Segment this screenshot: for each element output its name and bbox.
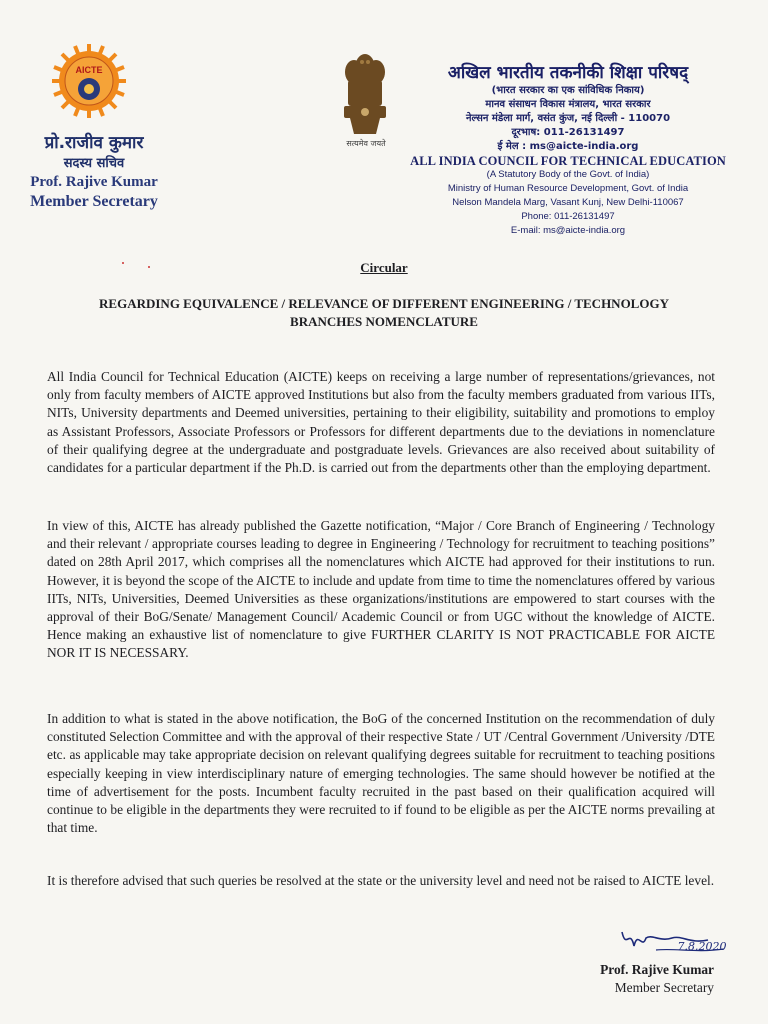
document-heading: Circular bbox=[360, 260, 408, 275]
paragraph-2: In view of this, AICTE has already published the Gazette notification, “Major / Core Branch of Engineering / Technology and their relevant / appropriate courses leading to degree in Engineering / Technology for recruitment to teaching positions” dated on 28th April 2017, which comprises all the nomenclatures which AICTE had approved for their institutions to run. However, it is beyond the scope of the AICTE to include and update from time to time the nomenclatures offered by various IITs, NITs, Universities, Deemed Universities as these organizations/institutions are empowered to start courses with the approval of their BoG/Senate/ Management Council/ Academic Council or from UGC without the knowledge of AICTE. Hence making an exhaustive list of nomenclature to give FURTHER CLARITY IS NOT PRACTICABLE FOR AICTE NOR IT IS NECESSARY. bbox=[47, 518, 715, 661]
aicte-logo-icon bbox=[50, 42, 128, 120]
org-ministry: Ministry of Human Resource Development, Govt. of India bbox=[447, 183, 689, 194]
paragraph-3: In addition to what is stated in the above notification, the BoG of the concerned Institution on the recommendation of duly constituted Selection Committee and with the approval of their respective State / UT /Central Government /University /DTE etc. as applicable may take appropriate decision on relevant qualifying degrees suitable for recruitment to teaching positions especially keeping in view interdisciplinary nature of emerging technologies. The same should however be notified at the time of advertisement for the posts. Incumbent faculty recruited in the past based on their qualification acquired will continue to be eligible in the departments they were recruited to if found to be eligible as per the AICTE norms prevailing at that time. bbox=[47, 711, 715, 836]
signatory-name-footer: Prof. Rajive Kumar bbox=[600, 962, 714, 977]
org-title: ALL INDIA COUNCIL FOR TECHNICAL EDUCATION bbox=[410, 154, 726, 168]
org-address-hindi: नेल्सन मंडेला मार्ग, वसंत कुंज, नई दिल्ली - 110070 bbox=[465, 113, 671, 124]
signatory-name-hindi: प्रो.राजीव कुमार bbox=[44, 133, 144, 153]
org-email: E-mail: ms@aicte-india.org bbox=[510, 225, 626, 236]
paragraph-1: All India Council for Technical Education (AICTE) keeps on receiving a large number of representations/grievances, not only from faculty members of AICTE approved Institutions but also from the faculty members graduated from various IITs, NITs, University departments and Deemed universities, pertaining to their eligibility, suitability and promotions to employ as Assistant Professors, Associate Professors or Professors for different departments due to the deviations in nomenclature of their qualifying degree at the undergraduate and postgraduate levels. Grievances are also received about suitability of candidates for a particular department if the Ph.D. is carried out from the departments other than the employing department. bbox=[47, 369, 715, 476]
signatory-role-footer: Member Secretary bbox=[614, 980, 714, 995]
org-phone-hindi: दूरभाष: 011-26131497 bbox=[511, 127, 625, 138]
paragraph-4: It is therefore advised that such queries be resolved at the state or the university level and need not be raised to AICTE level. bbox=[47, 873, 715, 888]
national-emblem-icon bbox=[340, 50, 390, 138]
letterhead-address bbox=[392, 62, 744, 238]
emblem-motto: सत्यमेव जयते bbox=[346, 139, 386, 148]
handwritten-signature bbox=[616, 920, 728, 960]
signatory-role-hindi: सदस्य सचिव bbox=[63, 156, 125, 171]
org-status: (A Statutory Body of the Govt. of India) bbox=[486, 169, 650, 180]
signatory-name: Prof. Rajive Kumar bbox=[30, 174, 158, 190]
org-title-hindi: अखिल भारतीय तकनीकी शिक्षा परिषद् bbox=[447, 63, 689, 83]
org-address: Nelson Mandela Marg, Vasant Kunj, New Delhi-110067 bbox=[452, 197, 684, 208]
svg-text:AICTE: AICTE bbox=[75, 65, 103, 75]
org-ministry-hindi: मानव संसाधन विकास मंत्रालय, भारत सरकार bbox=[485, 99, 651, 110]
subject-line-2: BRANCHES NOMENCLATURE bbox=[290, 314, 478, 329]
signatory-role: Member Secretary bbox=[30, 193, 158, 210]
org-phone: Phone: 011-26131497 bbox=[521, 211, 615, 222]
svg-text:7.8.2020: 7.8.2020 bbox=[677, 940, 727, 953]
org-email-hindi: ई मेल : ms@aicte-india.org bbox=[497, 141, 639, 152]
subject-line bbox=[40, 295, 728, 331]
org-status-hindi: (भारत सरकार का एक सांविधिक निकाय) bbox=[491, 85, 645, 96]
subject-line-1: REGARDING EQUIVALENCE / RELEVANCE OF DIFFERENT ENGINEERING / TECHNOLOGY bbox=[99, 296, 669, 311]
